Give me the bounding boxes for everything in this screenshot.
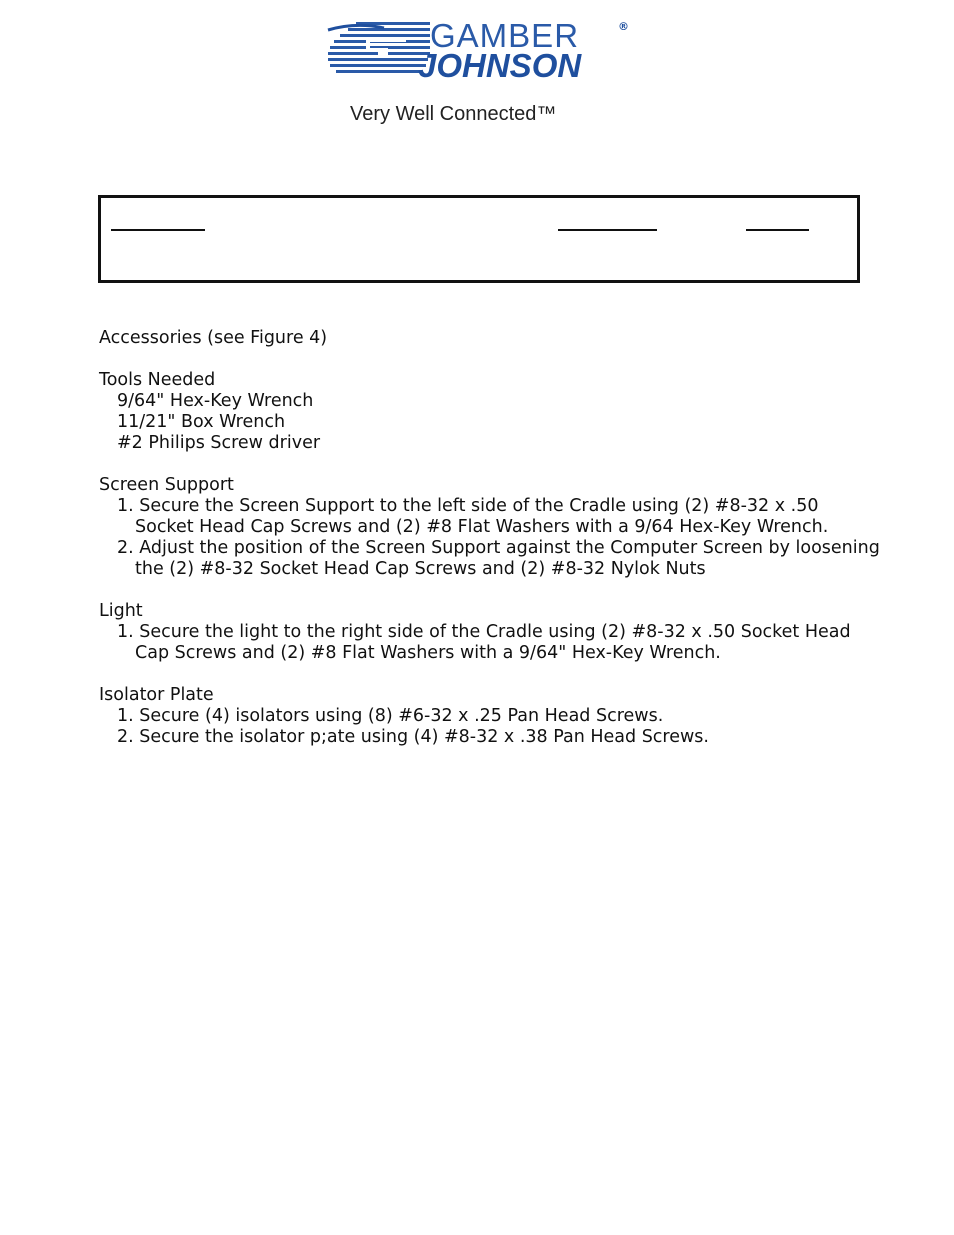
brand-name-top: GAMBER [430,17,580,54]
isolator-plate-step-1: 1. Secure (4) isolators using (8) #6-32 x .25 Pan Head Screws. [117,706,664,726]
accessories-heading: Accessories (see Figure 4) [99,328,328,348]
brand-tagline: Very Well Connected™ [350,103,557,125]
light-step-1: 1. Secure the light to the right side of the Cradle using (2) #8-32 x .50 Socket Head [117,622,851,642]
brand-name-bottom: JOHNSON [418,47,582,84]
tools-heading: Tools Needed [99,370,216,390]
light-heading: Light [99,601,143,621]
screen-support-step-2-cont: the (2) #8-32 Socket Head Cap Screws and (2) #8-32 Nylok Nuts [135,559,706,579]
header-field-rule-3 [746,229,809,231]
instructions-body [99,328,899,748]
tool-item: 9/64" Hex-Key Wrench [117,391,314,411]
header-field-rule-1 [111,229,205,231]
registered-mark: ® [618,20,629,33]
header-field-rule-2 [558,229,657,231]
document-header-box [98,195,860,283]
isolator-plate-step-2: 2. Secure the isolator p;ate using (4) #8-32 x .38 Pan Head Screws. [117,727,709,747]
screen-support-step-2: 2. Adjust the position of the Screen Support against the Computer Screen by loosening [117,538,880,558]
tagline-swoosh-graphic [326,18,386,34]
tool-item: 11/21" Box Wrench [117,412,286,432]
screen-support-step-1: 1. Secure the Screen Support to the left side of the Cradle using (2) #8-32 x .50 [117,496,819,516]
tool-item: #2 Philips Screw driver [117,433,321,453]
screen-support-heading: Screen Support [99,475,234,495]
isolator-plate-heading: Isolator Plate [99,685,214,705]
gamber-johnson-logo [326,18,636,138]
light-step-1-cont: Cap Screws and (2) #8 Flat Washers with a 9/64" Hex-Key Wrench. [135,643,721,663]
screen-support-step-1-cont: Socket Head Cap Screws and (2) #8 Flat Washers with a 9/64 Hex-Key Wrench. [135,517,829,537]
